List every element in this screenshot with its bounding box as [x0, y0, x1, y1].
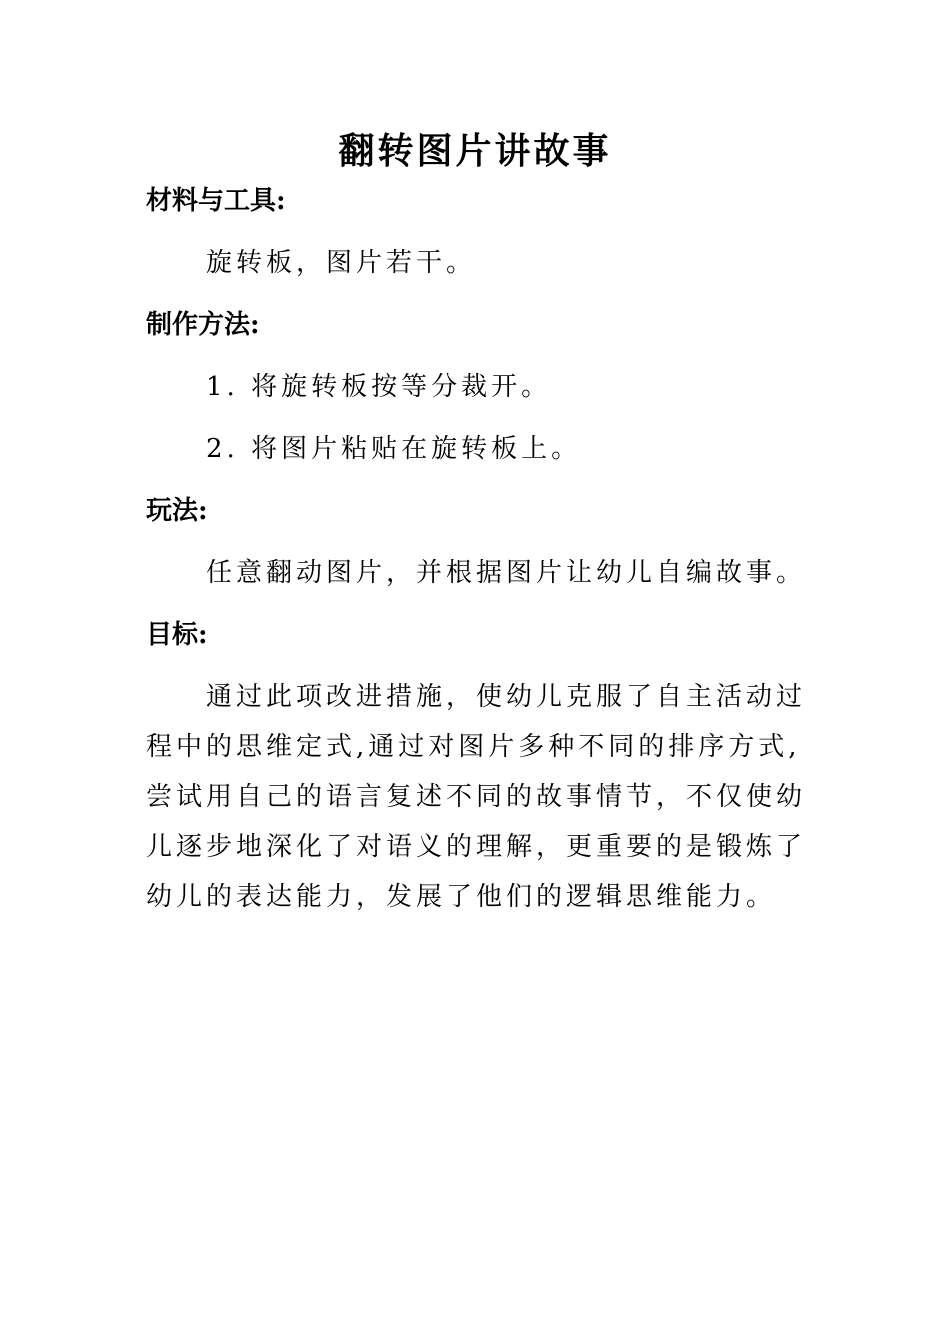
play-heading: 玩法:: [146, 496, 208, 526]
play-text: 任意翻动图片，并根据图片让幼儿自编故事。: [206, 558, 807, 588]
goal-heading: 目标:: [146, 620, 208, 650]
materials-heading: 材料与工具:: [146, 186, 286, 216]
materials-text: 旋转板，图片若干。: [206, 248, 477, 278]
document-title: 翻转图片讲故事: [338, 130, 612, 172]
goal-line: 程中的思维定式,通过对图片多种不同的排序方式,: [146, 732, 801, 762]
goal-line: 通过此项改进措施，使幼儿克服了自主活动过: [206, 682, 807, 712]
goal-paragraph: [146, 679, 806, 929]
method-step-2: 2. 将图片粘贴在旋转板上。: [206, 434, 582, 464]
goal-line: 幼儿的表达能力，发展了他们的逻辑思维能力。: [146, 882, 777, 912]
goal-line: 尝试用自己的语言复述不同的故事情节，不仅使幼: [146, 782, 807, 812]
method-step-1: 1. 将旋转板按等分裁开。: [206, 372, 552, 402]
method-heading: 制作方法:: [146, 310, 260, 340]
goal-line: 儿逐步地深化了对语义的理解，更重要的是锻炼了: [146, 832, 807, 862]
